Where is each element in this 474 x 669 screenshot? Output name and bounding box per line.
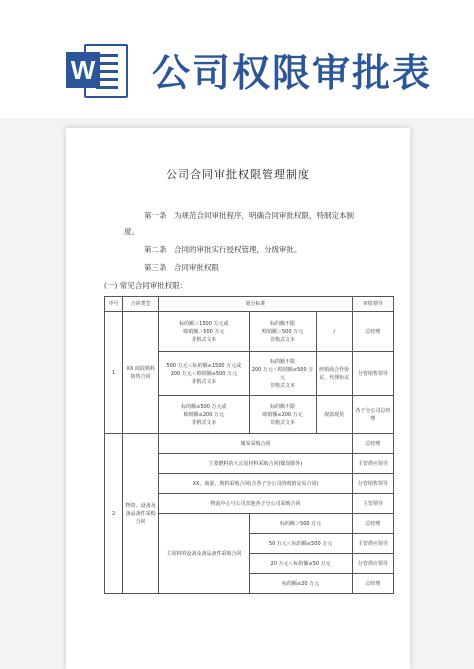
- approver-cell: 总经理: [352, 434, 393, 454]
- approval-table: [104, 296, 394, 594]
- approver-cell: 主管供应领导: [352, 454, 393, 474]
- section-1-heading: (一) 常见合同审批权限：: [104, 281, 188, 290]
- header-no: 序号: [105, 297, 123, 312]
- word-icon: [66, 38, 128, 100]
- banner-title: 公司权限审批表: [152, 51, 433, 95]
- article-1-line-1: 第一条 为规范合同审批程序，明确合同审批权限，特制定本制: [144, 211, 354, 220]
- table-cell: 经销商合作协议、代理协议: [316, 352, 352, 396]
- table-cell: 物流中心与公司其他各子分公司采购合同: [159, 494, 353, 514]
- article-1-line-2: 度。: [124, 227, 139, 236]
- table-cell: 煤炭采购合同: [159, 434, 353, 454]
- approver-cell: 各子分公司总经理: [352, 396, 393, 434]
- approver-cell: 主管领导: [352, 494, 393, 514]
- table-cell: XX、商混、熟料采购合同(含各子分公司的购销交易合同): [159, 474, 353, 494]
- document-title: 公司合同审批权限管理制度: [166, 168, 310, 181]
- approver-cell: 总经理: [352, 574, 393, 594]
- approver-cell: 分管销售领导: [352, 352, 393, 396]
- contract-type: 物资、设备及备品备件采购合同: [123, 434, 159, 594]
- table-cell: 500 万元＜标的额≤1500 万元或 200 万元＜赊销额≤500 万元 非格式文本: [159, 352, 249, 396]
- table-cell: 标的额＞500 万元: [249, 514, 352, 534]
- approver-cell: 总经理: [352, 514, 393, 534]
- row-number: 2: [105, 434, 123, 594]
- table-cell: 50 万元＜标的额≤500 万元: [249, 534, 352, 554]
- word-letter: W: [66, 52, 100, 88]
- table-cell: 标的额不限 赊销额＞500 万元 非格式文本: [249, 312, 316, 352]
- header-approver: 审批领导: [352, 297, 393, 312]
- row-number: 1: [105, 312, 123, 434]
- article-2: 第二条 合同的审批实行授权管理，分级审批。: [144, 245, 302, 254]
- contract-type: XX 商混熟料销售合同: [123, 312, 159, 434]
- subcategory-cell: 主原料的设备及备品备件采购合同: [159, 514, 249, 594]
- table-row: [105, 312, 394, 352]
- header-type: 合同类型: [123, 297, 159, 312]
- table-cell: 标的额＞1500 万元或 赊销额＞500 万元 非格式文本: [159, 312, 249, 352]
- approver-cell: 总经理: [352, 312, 393, 352]
- table-cell: 主要燃料的大宗原材料采购合同(煤炭除外): [159, 454, 353, 474]
- table-header-row: [105, 297, 394, 312]
- approver-cell: 主管供应领导: [352, 534, 393, 554]
- table-cell: 标的额≤20 万元: [249, 574, 352, 594]
- table-cell: 标的额≤500 万元或 赊销额≤200 万元 非格式文本: [159, 396, 249, 434]
- approver-cell: 分管供应领导: [352, 554, 393, 574]
- table-cell: 标的额不限 200 万元＜赊销额≤500 万元 非格式文本: [249, 352, 316, 396]
- table-cell: 20 万元＜标的额≤50 万元: [249, 554, 352, 574]
- document-page: [66, 128, 410, 669]
- header-standard: 划分标准: [159, 297, 353, 312]
- table-row: [105, 434, 394, 454]
- table-cell: 标的额不限 赊销额≤200 万元 非格式文本: [249, 396, 316, 434]
- banner: [0, 0, 474, 118]
- table-cell: /: [316, 312, 352, 352]
- approver-cell: 分管销售领导: [352, 474, 393, 494]
- article-3: 第三条 合同审批权限: [144, 263, 219, 272]
- table-cell: 现款现货: [316, 396, 352, 434]
